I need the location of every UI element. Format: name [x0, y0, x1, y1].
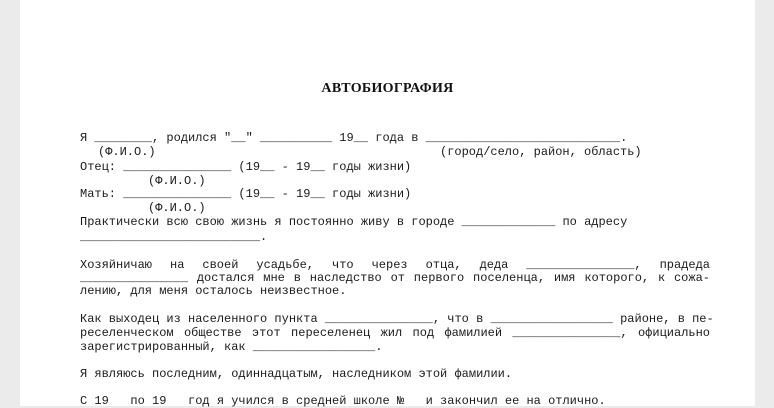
father-fio-caption: (Ф.И.О.) — [148, 174, 206, 188]
paragraph-2-line-2: _______________ достался мне в наследство от первого поселенца, имя которого, к сожа- — [80, 271, 710, 285]
birth-line: Я ________, родился "__" __________ 19__ года в ___________________________. — [80, 131, 628, 145]
address-line: _________________________. — [80, 230, 268, 244]
document-title: АВТОБИОГРАФИЯ — [321, 81, 454, 96]
residence-line: Практически всю свою жизнь я постоянно живу в городе _____________ по адресу — [80, 215, 628, 229]
paragraph-2-line-1: Хозяйничаю на своей усадьбе, что через отца, деда _______________, прадеда — [80, 258, 710, 272]
paragraph-4-line: Я являюсь последним, одиннадцатым, наследником этой фамилии. — [80, 367, 513, 381]
mother-line: Мать: _______________ (19__ - 19__ годы жизни) — [80, 187, 412, 201]
paragraph-2-line-3: лению, для меня осталось неизвестное. — [80, 284, 347, 298]
paragraph-3-line-3: зарегистрированный, как _________________. — [80, 340, 383, 354]
place-caption: (город/село, район, область) — [440, 145, 642, 159]
paragraph-5-line: С 19 по 19 год я учился в средней школе № и закончил ее на отлично. — [80, 394, 606, 408]
mother-fio-caption: (Ф.И.О.) — [148, 201, 206, 215]
paragraph-3-line-1: Как выходец из населенного пункта _______________, что в _________________ районе, в пе- — [80, 312, 714, 326]
document-page — [20, 0, 755, 406]
paragraph-3-line-2: реселенческом обществе этот переселенец жил под фамилией _______________, официально — [80, 326, 710, 340]
fio-caption: (Ф.И.О.) — [98, 145, 156, 159]
father-line: Отец: _______________ (19__ - 19__ годы жизни) — [80, 160, 412, 174]
